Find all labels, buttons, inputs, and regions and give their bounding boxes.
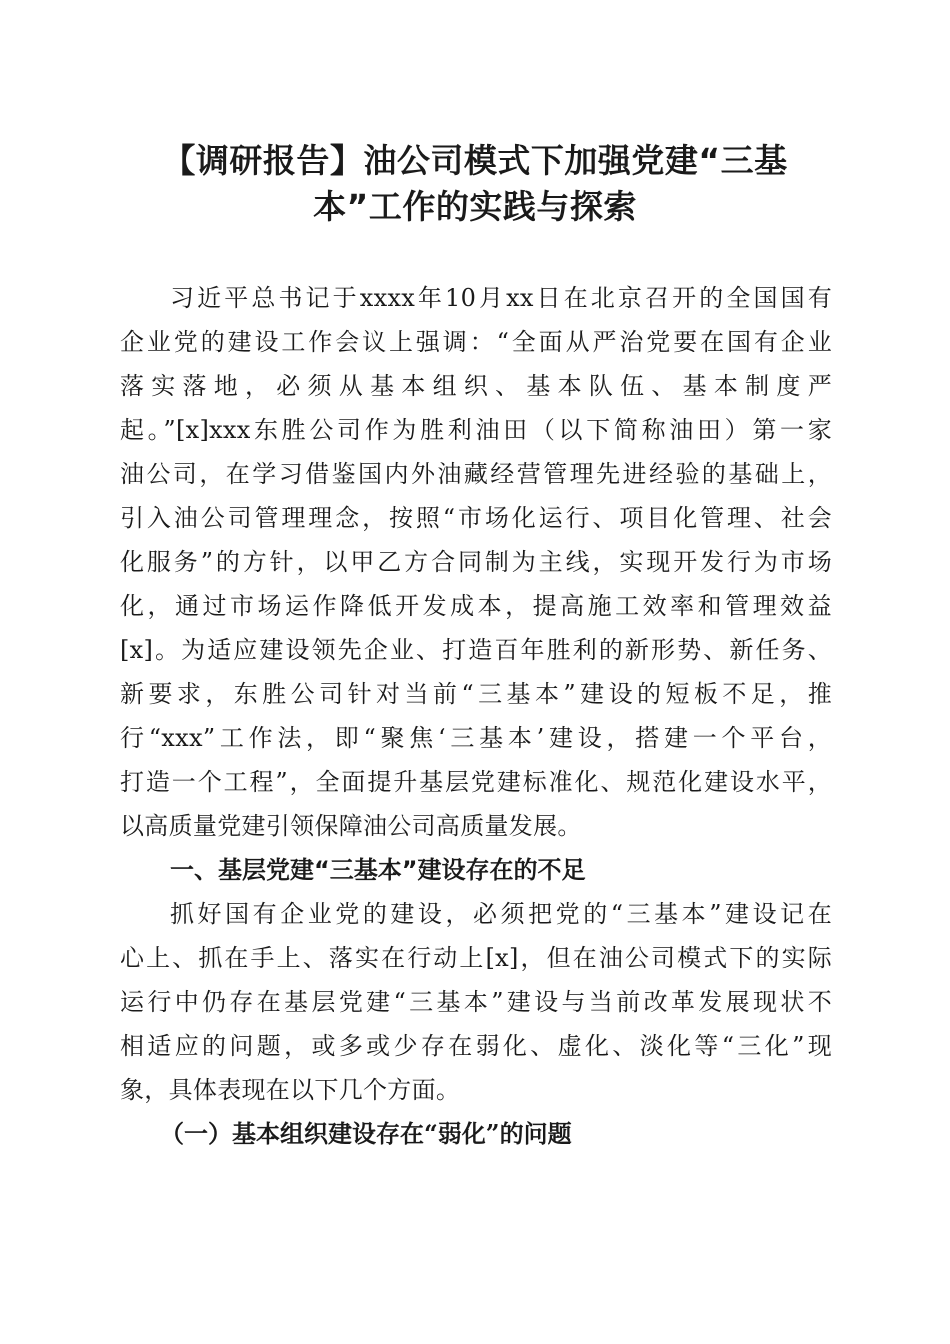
paragraph-line: 打造一个工程”，全面提升基层党建标准化、规范化建设水平， xyxy=(120,768,832,796)
paragraph-line: 化，通过市场运作降低开发成本，提高施工效率和管理效益 xyxy=(120,592,832,620)
paragraph-line: [x]。为适应建设领先企业、打造百年胜利的新形势、新任务、 xyxy=(120,636,832,664)
paragraph-line: 油公司，在学习借鉴国内外油藏经营管理先进经验的基础上， xyxy=(120,460,832,488)
paragraph-line: 起。”[x]xxx东胜公司作为胜利油田（以下简称油田）第一家 xyxy=(120,416,832,444)
section-heading-1: 一、基层党建“三基本”建设存在的不足 xyxy=(170,856,586,884)
paragraph-line: 新要求，东胜公司针对当前“三基本”建设的短板不足，推 xyxy=(120,680,832,708)
paragraph-line: 以高质量党建引领保障油公司高质量发展。 xyxy=(120,812,582,840)
paragraph-line: 心上、抓在手上、落实在行动上[x]，但在油公司模式下的实际 xyxy=(120,944,832,972)
paragraph-shortcomings xyxy=(120,896,832,1116)
paragraph-intro xyxy=(120,280,832,852)
title-line-2: 本”工作的实践与探索 xyxy=(313,187,637,226)
title-line-1: 【调研报告】油公司模式下加强党建“三基 xyxy=(162,141,788,180)
paragraph-line: 化服务”的方针，以甲乙方合同制为主线，实现开发行为市场 xyxy=(120,548,832,576)
paragraph-line: 象，具体表现在以下几个方面。 xyxy=(120,1076,461,1104)
document-title xyxy=(100,138,850,230)
paragraph-line: 相适应的问题，或多或少存在弱化、虚化、淡化等“三化”现 xyxy=(120,1032,832,1060)
paragraph-line: 落实落地，必须从基本组织、基本队伍、基本制度严 xyxy=(120,372,832,400)
paragraph-line: 行“xxx”工作法，即“聚焦‘三基本’建设，搭建一个平台， xyxy=(120,724,832,752)
paragraph-line: 企业党的建设工作会议上强调：“全面从严治党要在国有企业 xyxy=(120,328,832,356)
paragraph-line: 引入油公司管理理念，按照“市场化运行、项目化管理、社会 xyxy=(120,504,832,532)
document-body xyxy=(120,280,832,1160)
paragraph-line: 运行中仍存在基层党建“三基本”建设与当前改革发展现状不 xyxy=(120,988,832,1016)
paragraph-line: 习近平总书记于xxxx年10月xx日在北京召开的全国国有 xyxy=(170,284,832,312)
subsection-heading-1: （一）基本组织建设存在“弱化”的问题 xyxy=(160,1119,572,1148)
paragraph-line: 抓好国有企业党的建设，必须把党的“三基本”建设记在 xyxy=(170,900,832,928)
